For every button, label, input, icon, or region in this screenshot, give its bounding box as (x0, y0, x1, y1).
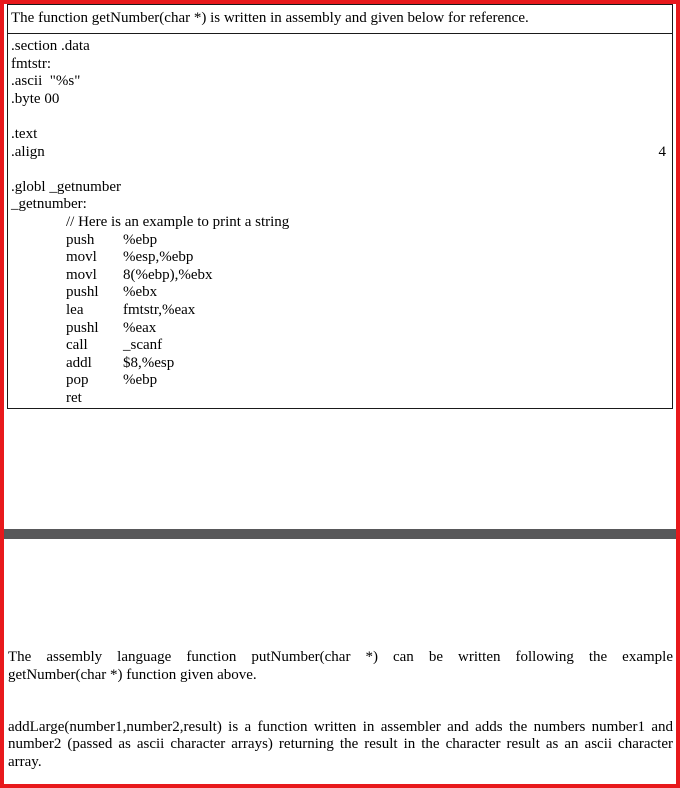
instruction-mnemonic: lea (66, 301, 84, 318)
assembler-directive: _getnumber: (11, 196, 87, 213)
code-line (11, 91, 666, 109)
assembler-directive: .globl _getnumber (11, 178, 121, 195)
code-line (11, 320, 666, 338)
code-line (11, 108, 666, 126)
code-line (11, 355, 666, 373)
body-paragraphs (8, 649, 673, 772)
instruction-operand: _scanf (123, 337, 163, 354)
reference-table (7, 4, 673, 409)
instruction-mnemonic: push (66, 231, 95, 248)
paragraph-line: array. (8, 754, 42, 771)
code-line (11, 302, 666, 320)
code-line (11, 249, 666, 267)
assembler-directive: .section .data (11, 38, 90, 54)
instruction-operand: %ebx (123, 284, 158, 301)
code-line (11, 126, 666, 144)
instruction-mnemonic: call (66, 337, 88, 354)
code-line (11, 214, 666, 232)
paragraph-line: addLarge(number1,number2,result) is a function written in assembler and adds the numbers number1 and (8, 718, 673, 735)
assembler-directive: .align (11, 143, 45, 160)
code-line (11, 161, 666, 179)
code-line (11, 284, 666, 302)
assembler-directive: .byte 00 (11, 90, 60, 107)
code-line (11, 196, 666, 214)
instruction-operand: %ebp (123, 372, 158, 389)
code-line (11, 337, 666, 355)
instruction-operand: %esp,%ebp (123, 249, 194, 266)
assembler-directive: // Here is an example to print a string (66, 213, 290, 230)
instruction-mnemonic: movl (66, 266, 97, 283)
code-line (11, 73, 666, 91)
code-line (11, 179, 666, 197)
code-line (11, 56, 666, 74)
code-line (11, 372, 666, 390)
header-text: The function getNumber(char *) is written in assembly and given below for reference. (11, 10, 529, 26)
code-line (11, 390, 666, 408)
paragraph-line: The assembly language function putNumber(char *) can be written following the example (8, 649, 673, 665)
instruction-mnemonic: pushl (66, 284, 99, 301)
code-line (11, 232, 666, 250)
instruction-mnemonic: pushl (66, 319, 99, 336)
instruction-mnemonic: movl (66, 249, 97, 266)
assembly-code-box (8, 34, 672, 408)
instruction-mnemonic: ret (66, 389, 82, 406)
align-value: 4 (658, 143, 666, 160)
instruction-operand: 8(%ebp),%ebx (123, 266, 213, 283)
instruction-mnemonic: addl (66, 354, 92, 371)
code-line (11, 267, 666, 285)
paragraph (8, 649, 673, 685)
assembler-directive: .ascii "%s" (11, 73, 81, 90)
assembler-directive: .text (11, 125, 38, 142)
paragraph-line: getNumber(char *) function given above. (8, 666, 257, 683)
separator-bar (4, 529, 676, 539)
reference-header-row (8, 5, 672, 34)
instruction-operand: fmtstr,%eax (123, 301, 196, 318)
instruction-operand: $8,%esp (123, 354, 175, 371)
instruction-operand: %eax (123, 319, 157, 336)
assembler-directive: fmtstr: (11, 55, 51, 72)
paragraph-line: number2 (passed as ascii character arrays) returning the result in the character result as an ascii character (8, 736, 673, 753)
code-lines (11, 38, 666, 407)
code-line (11, 144, 666, 162)
paragraph (8, 719, 673, 772)
instruction-operand: %ebp (123, 231, 158, 248)
instruction-mnemonic: pop (66, 372, 89, 389)
code-line (11, 38, 666, 56)
